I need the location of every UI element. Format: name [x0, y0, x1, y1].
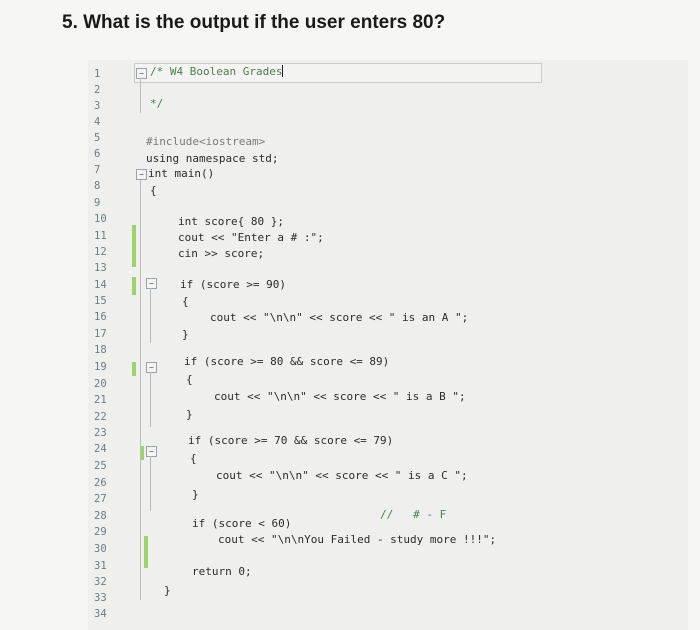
line-number: 22 [94, 411, 107, 423]
line-number: 14 [94, 279, 107, 291]
line-number: 6 [94, 148, 101, 160]
code-line-29[interactable]: if (score < 60) [192, 517, 292, 530]
text-cursor [282, 65, 283, 77]
line-number: 3 [94, 100, 101, 112]
line-number: 5 [94, 132, 101, 144]
fold-toggle-icon[interactable]: − [136, 169, 147, 180]
code-line-8[interactable]: { [150, 184, 157, 197]
code-line-15[interactable]: { [182, 295, 189, 308]
line-number: 33 [94, 592, 107, 604]
code-line-28[interactable]: // # - F [380, 508, 447, 521]
change-indicator [144, 536, 148, 568]
line-number: 12 [94, 246, 107, 258]
line-number: 32 [94, 576, 107, 588]
fold-toggle-icon[interactable]: − [136, 68, 147, 79]
fold-toggle-icon[interactable]: − [146, 362, 157, 373]
change-indicator [132, 277, 136, 295]
code-line-1[interactable] [150, 65, 283, 78]
code-line-19[interactable]: if (score >= 80 && score <= 89) [184, 355, 390, 368]
code-line-16[interactable]: cout << "\n\n" << score << " is an A "; [210, 311, 469, 324]
comment-text: /* W4 Boolean Grades [150, 65, 283, 78]
line-number: 29 [94, 526, 107, 538]
line-number: 7 [94, 164, 101, 176]
scope-guide [150, 456, 151, 511]
code-line-31[interactable]: return 0; [192, 565, 252, 578]
line-number: 23 [94, 427, 107, 439]
line-number: 17 [94, 328, 107, 340]
code-line-30[interactable]: cout << "\n\nYou Failed - study more !!!"; [218, 533, 497, 546]
line-number: 2 [94, 84, 101, 96]
line-number: 34 [94, 608, 107, 620]
fold-toggle-icon[interactable]: − [146, 278, 157, 289]
line-number: 30 [94, 543, 107, 555]
code-line-7[interactable]: int main() [148, 167, 215, 180]
line-number: 4 [94, 116, 101, 128]
line-number: 1 [94, 68, 101, 80]
code-line-17[interactable]: } [182, 328, 189, 341]
line-number-gutter [88, 60, 132, 630]
scope-guide [150, 288, 151, 343]
line-number: 13 [94, 262, 107, 274]
line-number: 20 [94, 378, 107, 390]
line-number: 19 [94, 361, 107, 373]
scope-guide [150, 372, 151, 427]
line-number: 8 [94, 180, 101, 192]
line-number: 11 [94, 230, 107, 242]
change-indicator [132, 225, 136, 267]
line-number: 27 [94, 493, 107, 505]
line-number: 9 [94, 197, 101, 209]
line-number: 28 [94, 510, 107, 522]
code-line-20[interactable]: { [186, 373, 193, 386]
line-number: 10 [94, 213, 107, 225]
line-number: 16 [94, 311, 107, 323]
code-line-33[interactable]: } [164, 584, 171, 597]
code-line-11[interactable]: cout << "Enter a # :"; [178, 231, 324, 244]
code-line-12[interactable]: cin >> score; [178, 247, 265, 260]
scope-guide [140, 78, 141, 113]
code-line-25[interactable]: { [190, 452, 197, 465]
code-line-14[interactable]: if (score >= 90) [180, 278, 286, 291]
code-line-26[interactable]: cout << "\n\n" << score << " is a C "; [216, 469, 468, 482]
fold-toggle-icon[interactable]: − [146, 446, 157, 457]
code-editor[interactable] [88, 60, 688, 630]
code-line-21[interactable]: cout << "\n\n" << score << " is a B "; [214, 390, 466, 403]
question-title: 5. What is the output if the user enters 80? [62, 12, 446, 33]
line-number: 18 [94, 344, 107, 356]
change-indicator [132, 362, 136, 376]
code-line-22[interactable]: } [186, 408, 193, 421]
line-number: 31 [94, 560, 107, 572]
code-line-10[interactable]: int score{ 80 }; [178, 215, 284, 228]
scope-guide [140, 180, 141, 600]
code-line-5[interactable]: #include<iostream> [146, 135, 266, 148]
line-number: 24 [94, 443, 107, 455]
code-line-3[interactable]: */ [150, 97, 164, 110]
code-line-27[interactable]: } [192, 488, 199, 501]
code-line-6[interactable]: using namespace std; [146, 152, 279, 165]
line-number: 25 [94, 460, 107, 472]
line-number: 21 [94, 394, 107, 406]
code-line-24[interactable]: if (score >= 70 && score <= 79) [188, 434, 394, 447]
line-number: 26 [94, 477, 107, 489]
line-number: 15 [94, 295, 107, 307]
